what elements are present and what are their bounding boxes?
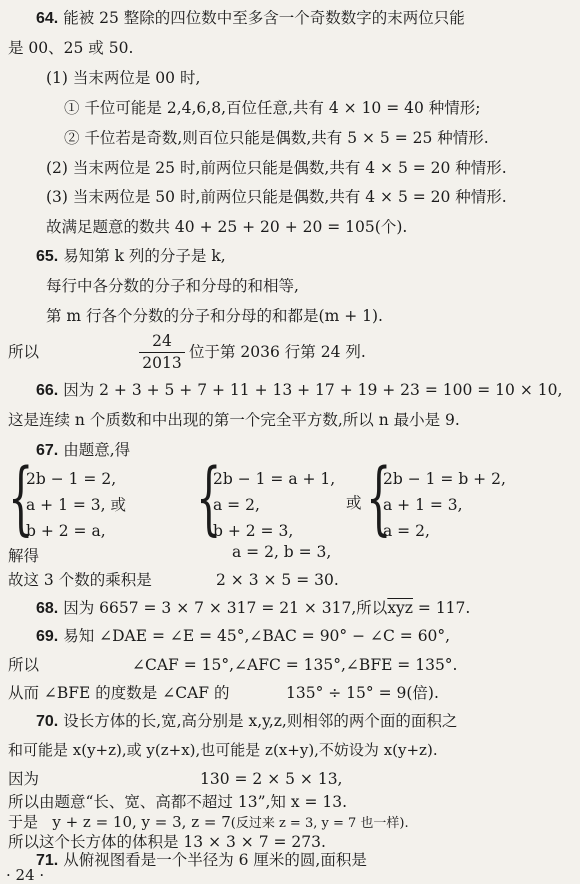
problem-65-line-2: 每行中各分数的分子和分母的和相等, — [46, 277, 299, 295]
problem-70-line-6 — [8, 832, 326, 852]
fraction-denominator: 2013 — [142, 354, 182, 372]
problem-number: 65. — [36, 248, 59, 265]
text: 于是 — [8, 813, 39, 831]
equation: a + 1 = 3, — [383, 496, 463, 514]
fraction-numerator: 24 — [152, 332, 172, 350]
text: 易知第 k 列的分子是 k, — [63, 247, 226, 265]
problem-64-line-5: ② 千位若是奇数,则百位只能是偶数,共有 5 × 5 = 25 种情形. — [64, 129, 489, 147]
left-brace: { — [8, 451, 34, 544]
equation: a + 1 = 3, 或 — [26, 496, 127, 514]
text: 所以这个长方体的体积是 13 × 3 × 7 = 273. — [8, 833, 326, 851]
product-label: 故这 3 个数的乘积是 — [8, 571, 152, 589]
left-brace: { — [196, 451, 222, 544]
note: (反过来 z = 3, y = 7 也一样). — [230, 816, 409, 831]
problem-69-line-1 — [36, 626, 450, 647]
problem-64-line-1 — [36, 8, 465, 29]
equation-system-3 — [383, 466, 506, 544]
equation: a = 2, — [213, 496, 260, 514]
fraction — [139, 332, 185, 373]
problem-70-line-3-lead: 因为 — [8, 770, 40, 788]
solve-label: 解得 — [8, 547, 40, 565]
equation: b + 2 = 3, — [213, 522, 294, 540]
text: 因为 2 + 3 + 5 + 7 + 11 + 13 + 17 + 19 + 23 = 100 = 10 × 10, — [63, 381, 563, 399]
problem-64-line-2: 是 00、25 或 50. — [8, 39, 134, 57]
equation: 2b − 1 = 2, — [26, 470, 117, 488]
problem-66-line-1 — [36, 380, 562, 401]
left-brace: { — [366, 451, 392, 544]
problem-number: 67. — [36, 442, 59, 459]
problem-68-line-1 — [36, 598, 470, 619]
problem-number: 66. — [36, 382, 59, 399]
problem-69-line-2-lead: 所以 — [8, 656, 40, 674]
problem-69-line-3-lead: 从而 ∠BFE 的度数是 ∠CAF 的 — [8, 684, 230, 702]
equation: a = 2, — [383, 522, 430, 540]
problem-65-line-4-rest: 位于第 2036 行第 24 列. — [189, 343, 366, 361]
equation-system-1 — [26, 466, 126, 544]
text: y + z = 10, y = 3, z = 7 — [52, 813, 231, 831]
page-number: · 24 · — [6, 866, 45, 884]
problem-64-line-7: (3) 当末两位是 50 时,前两位只能是偶数,共有 4 × 5 = 20 种情形. — [46, 188, 507, 206]
problem-71-line-1 — [36, 850, 367, 871]
problem-64-line-6: (2) 当末两位是 25 时,前两位只能是偶数,共有 4 × 5 = 20 种情形. — [46, 159, 507, 177]
problem-70-line-2: 和可能是 x(y+z),或 y(z+x),也可能是 z(x+y),不妨设为 x(y+z). — [8, 741, 438, 759]
text: = 117. — [412, 599, 471, 617]
problem-69-line-3: 135° ÷ 15° = 9(倍). — [286, 684, 439, 702]
problem-64-line-8: 故满足题意的数共 40 + 25 + 20 + 20 = 105(个). — [46, 218, 408, 236]
problem-67-line-1 — [36, 440, 130, 461]
equation: b + 2 = a, — [26, 522, 106, 540]
problem-number: 69. — [36, 628, 59, 645]
problem-66-line-2: 这是连续 n 个质数和中出现的第一个完全平方数,所以 n 最小是 9. — [8, 411, 460, 429]
problem-65-line-1 — [36, 246, 226, 267]
or-connector: 或 — [346, 494, 362, 512]
text: 能被 25 整除的四位数中至多含一个奇数数字的末两位只能 — [63, 9, 465, 27]
problem-70-line-1 — [36, 711, 457, 732]
equation: 2b − 1 = b + 2, — [383, 470, 506, 488]
text: 设长方体的长,宽,高分别是 x,y,z,则相邻的两个面的面积之 — [63, 712, 458, 730]
text: 因为 6657 = 3 × 7 × 317 = 21 × 317,所以 — [63, 599, 388, 617]
problem-70-line-4: 所以由题意“长、宽、高都不超过 13”,知 x = 13. — [8, 793, 348, 811]
problem-70-line-3: 130 = 2 × 5 × 13, — [200, 770, 343, 788]
problem-number: 70. — [36, 713, 59, 730]
text: 易知 ∠DAE = ∠E = 45°,∠BAC = 90° − ∠C = 60°, — [63, 627, 451, 645]
text: 由题意,得 — [63, 441, 131, 459]
problem-64-line-3: (1) 当末两位是 00 时, — [46, 69, 201, 87]
product-result: 2 × 3 × 5 = 30. — [216, 571, 339, 589]
equation-system-2 — [213, 466, 335, 544]
problem-number: 68. — [36, 600, 59, 617]
problem-65-line-4-lead: 所以 — [8, 343, 40, 361]
problem-number: 71. — [36, 852, 59, 869]
problem-69-line-2: ∠CAF = 15°,∠AFC = 135°,∠BFE = 135°. — [132, 656, 458, 674]
problem-70-line-5 — [8, 812, 409, 834]
fraction-bar — [139, 352, 185, 353]
problem-64-line-4: ① 千位可能是 2,4,6,8,百位任意,共有 4 × 10 = 40 种情形; — [64, 99, 481, 117]
solve-result: a = 2, b = 3, — [232, 543, 332, 561]
problem-65-line-3: 第 m 行各个分数的分子和分母的和都是(m + 1). — [46, 307, 383, 325]
problem-number: 64. — [36, 10, 59, 27]
equation: 2b − 1 = a + 1, — [213, 470, 336, 488]
text: 从俯视图看是一个半径为 6 厘米的圆,面积是 — [63, 851, 367, 869]
overlined-number: $\overline{xyz}$ — [387, 599, 413, 617]
